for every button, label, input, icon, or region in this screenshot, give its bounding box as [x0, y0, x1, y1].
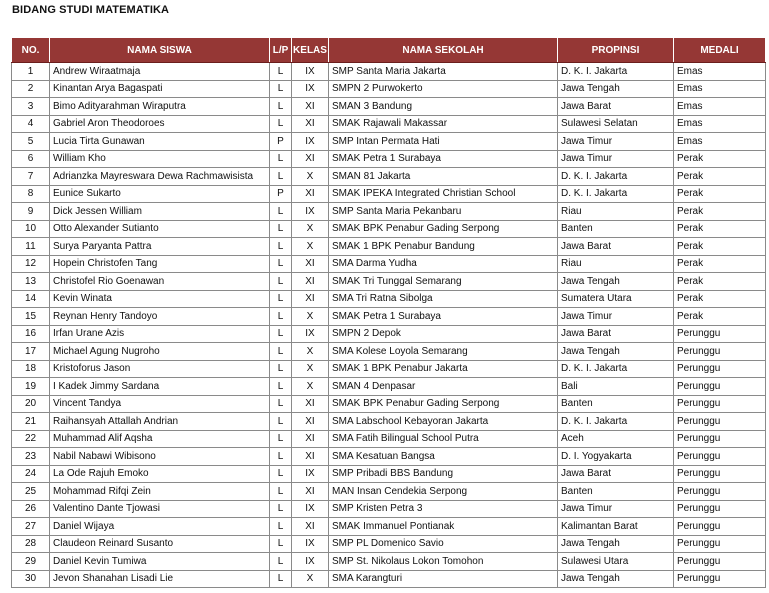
- cell-medali: Perak: [674, 273, 766, 291]
- cell-nama-siswa: Daniel Wijaya: [50, 518, 270, 536]
- cell-nama-siswa: Hopein Christofen Tang: [50, 255, 270, 273]
- cell-kelas: IX: [292, 553, 329, 571]
- cell-lp: L: [270, 553, 292, 571]
- cell-nama-sekolah: SMAK 1 BPK Penabur Jakarta: [329, 360, 558, 378]
- cell-lp: L: [270, 430, 292, 448]
- cell-nama-siswa: Lucia Tirta Gunawan: [50, 133, 270, 151]
- cell-lp: L: [270, 483, 292, 501]
- table-row: [12, 325, 766, 343]
- cell-medali: Perunggu: [674, 430, 766, 448]
- cell-nama-sekolah: SMAK Immanuel Pontianak: [329, 518, 558, 536]
- cell-nama-siswa: I Kadek Jimmy Sardana: [50, 378, 270, 396]
- table-row: [12, 343, 766, 361]
- cell-kelas: XI: [292, 150, 329, 168]
- cell-lp: L: [270, 360, 292, 378]
- cell-propinsi: Banten: [558, 220, 674, 238]
- cell-no: 13: [12, 273, 50, 291]
- cell-kelas: IX: [292, 465, 329, 483]
- cell-propinsi: Jawa Tengah: [558, 273, 674, 291]
- cell-nama-sekolah: SMP Santa Maria Pekanbaru: [329, 203, 558, 221]
- cell-nama-siswa: Christofel Rio Goenawan: [50, 273, 270, 291]
- cell-kelas: IX: [292, 63, 329, 81]
- cell-nama-siswa: Otto Alexander Sutianto: [50, 220, 270, 238]
- cell-no: 20: [12, 395, 50, 413]
- cell-medali: Perak: [674, 168, 766, 186]
- cell-medali: Perunggu: [674, 553, 766, 571]
- cell-nama-siswa: Dick Jessen William: [50, 203, 270, 221]
- cell-nama-siswa: Kevin Winata: [50, 290, 270, 308]
- table-row: [12, 395, 766, 413]
- cell-nama-siswa: Reynan Henry Tandoyo: [50, 308, 270, 326]
- cell-propinsi: Jawa Tengah: [558, 570, 674, 588]
- cell-nama-sekolah: SMAK BPK Penabur Gading Serpong: [329, 395, 558, 413]
- cell-lp: L: [270, 500, 292, 518]
- cell-no: 30: [12, 570, 50, 588]
- cell-nama-sekolah: SMAK IPEKA Integrated Christian School: [329, 185, 558, 203]
- column-header-no: NO.: [12, 38, 50, 63]
- cell-propinsi: Jawa Timur: [558, 308, 674, 326]
- cell-medali: Perunggu: [674, 570, 766, 588]
- cell-medali: Emas: [674, 133, 766, 151]
- cell-nama-siswa: Valentino Dante Tjowasi: [50, 500, 270, 518]
- cell-lp: L: [270, 413, 292, 431]
- cell-nama-siswa: Surya Paryanta Pattra: [50, 238, 270, 256]
- cell-nama-sekolah: SMAN 4 Denpasar: [329, 378, 558, 396]
- cell-lp: L: [270, 448, 292, 466]
- cell-propinsi: Jawa Barat: [558, 465, 674, 483]
- cell-nama-sekolah: SMAK Petra 1 Surabaya: [329, 308, 558, 326]
- cell-medali: Perunggu: [674, 343, 766, 361]
- cell-kelas: IX: [292, 80, 329, 98]
- cell-lp: P: [270, 185, 292, 203]
- cell-lp: L: [270, 465, 292, 483]
- cell-medali: Perunggu: [674, 395, 766, 413]
- cell-nama-sekolah: SMAK Petra 1 Surabaya: [329, 150, 558, 168]
- cell-no: 14: [12, 290, 50, 308]
- cell-propinsi: Kalimantan Barat: [558, 518, 674, 536]
- cell-kelas: XI: [292, 413, 329, 431]
- cell-kelas: XI: [292, 273, 329, 291]
- cell-kelas: XI: [292, 290, 329, 308]
- cell-medali: Perunggu: [674, 465, 766, 483]
- cell-nama-sekolah: SMA Kolese Loyola Semarang: [329, 343, 558, 361]
- cell-lp: L: [270, 80, 292, 98]
- cell-kelas: IX: [292, 325, 329, 343]
- table-row: [12, 115, 766, 133]
- cell-no: 29: [12, 553, 50, 571]
- cell-no: 7: [12, 168, 50, 186]
- cell-propinsi: Jawa Tengah: [558, 535, 674, 553]
- cell-no: 17: [12, 343, 50, 361]
- cell-lp: L: [270, 308, 292, 326]
- cell-propinsi: Sulawesi Utara: [558, 553, 674, 571]
- cell-nama-siswa: Adrianzka Mayreswara Dewa Rachmawisista: [50, 168, 270, 186]
- table-row: [12, 448, 766, 466]
- cell-no: 6: [12, 150, 50, 168]
- cell-medali: Perunggu: [674, 360, 766, 378]
- cell-medali: Perak: [674, 290, 766, 308]
- column-header-lp: L/P: [270, 38, 292, 63]
- cell-no: 26: [12, 500, 50, 518]
- cell-nama-siswa: Claudeon Reinard Susanto: [50, 535, 270, 553]
- cell-kelas: XI: [292, 518, 329, 536]
- cell-lp: P: [270, 133, 292, 151]
- page-title: BIDANG STUDI MATEMATIKA: [12, 4, 170, 16]
- cell-propinsi: Jawa Tengah: [558, 80, 674, 98]
- table-row: [12, 500, 766, 518]
- cell-medali: Emas: [674, 98, 766, 116]
- cell-propinsi: Riau: [558, 203, 674, 221]
- cell-kelas: X: [292, 360, 329, 378]
- cell-no: 16: [12, 325, 50, 343]
- cell-medali: Perunggu: [674, 535, 766, 553]
- cell-nama-siswa: Eunice Sukarto: [50, 185, 270, 203]
- cell-propinsi: D. K. I. Jakarta: [558, 168, 674, 186]
- cell-nama-sekolah: SMAK Tri Tunggal Semarang: [329, 273, 558, 291]
- cell-nama-sekolah: SMA Tri Ratna Sibolga: [329, 290, 558, 308]
- table-row: [12, 290, 766, 308]
- cell-no: 12: [12, 255, 50, 273]
- table-row: [12, 238, 766, 256]
- cell-nama-sekolah: SMPN 2 Purwokerto: [329, 80, 558, 98]
- cell-propinsi: Sumatera Utara: [558, 290, 674, 308]
- cell-kelas: XI: [292, 448, 329, 466]
- cell-kelas: IX: [292, 133, 329, 151]
- cell-propinsi: Sulawesi Selatan: [558, 115, 674, 133]
- table-row: [12, 203, 766, 221]
- table-row: [12, 483, 766, 501]
- cell-nama-siswa: Muhammad Alif Aqsha: [50, 430, 270, 448]
- cell-nama-sekolah: SMAK BPK Penabur Gading Serpong: [329, 220, 558, 238]
- table-row: [12, 413, 766, 431]
- cell-kelas: X: [292, 238, 329, 256]
- cell-kelas: XI: [292, 395, 329, 413]
- cell-medali: Perak: [674, 238, 766, 256]
- column-header-kelas: KELAS: [292, 38, 329, 63]
- table-row: [12, 133, 766, 151]
- table-row: [12, 220, 766, 238]
- cell-propinsi: Jawa Barat: [558, 325, 674, 343]
- column-header-propinsi: PROPINSI: [558, 38, 674, 63]
- cell-propinsi: Jawa Barat: [558, 98, 674, 116]
- cell-no: 4: [12, 115, 50, 133]
- cell-no: 28: [12, 535, 50, 553]
- cell-no: 21: [12, 413, 50, 431]
- cell-nama-sekolah: SMAK 1 BPK Penabur Bandung: [329, 238, 558, 256]
- table-row: [12, 80, 766, 98]
- table-row: [12, 273, 766, 291]
- cell-propinsi: Riau: [558, 255, 674, 273]
- cell-nama-siswa: Bimo Adityarahman Wiraputra: [50, 98, 270, 116]
- table-row: [12, 465, 766, 483]
- cell-nama-sekolah: SMP PL Domenico Savio: [329, 535, 558, 553]
- cell-nama-siswa: Kinantan Arya Bagaspati: [50, 80, 270, 98]
- cell-medali: Perak: [674, 255, 766, 273]
- table-row: [12, 63, 766, 81]
- cell-nama-siswa: Jevon Shanahan Lisadi Lie: [50, 570, 270, 588]
- cell-no: 25: [12, 483, 50, 501]
- cell-lp: L: [270, 378, 292, 396]
- cell-nama-sekolah: SMP Intan Permata Hati: [329, 133, 558, 151]
- cell-kelas: XI: [292, 430, 329, 448]
- cell-kelas: IX: [292, 203, 329, 221]
- cell-propinsi: Banten: [558, 395, 674, 413]
- cell-nama-siswa: Kristoforus Jason: [50, 360, 270, 378]
- cell-nama-sekolah: SMA Karangturi: [329, 570, 558, 588]
- cell-no: 27: [12, 518, 50, 536]
- column-header-nama-sekolah: NAMA SEKOLAH: [329, 38, 558, 63]
- cell-nama-sekolah: SMP Pribadi BBS Bandung: [329, 465, 558, 483]
- table-row: [12, 360, 766, 378]
- column-header-medali: MEDALI: [674, 38, 766, 63]
- table-header-row: [12, 38, 766, 63]
- cell-medali: Perak: [674, 308, 766, 326]
- cell-lp: L: [270, 150, 292, 168]
- cell-lp: L: [270, 220, 292, 238]
- table-row: [12, 518, 766, 536]
- cell-medali: Perak: [674, 203, 766, 221]
- table-row: [12, 535, 766, 553]
- cell-no: 23: [12, 448, 50, 466]
- cell-nama-siswa: Michael Agung Nugroho: [50, 343, 270, 361]
- cell-kelas: IX: [292, 500, 329, 518]
- cell-kelas: XI: [292, 483, 329, 501]
- cell-propinsi: Jawa Timur: [558, 150, 674, 168]
- cell-kelas: X: [292, 168, 329, 186]
- cell-propinsi: D. I. Yogyakarta: [558, 448, 674, 466]
- table-row: [12, 430, 766, 448]
- cell-nama-siswa: Daniel Kevin Tumiwa: [50, 553, 270, 571]
- cell-propinsi: D. K. I. Jakarta: [558, 63, 674, 81]
- cell-propinsi: D. K. I. Jakarta: [558, 413, 674, 431]
- cell-no: 11: [12, 238, 50, 256]
- cell-lp: L: [270, 325, 292, 343]
- column-header-nama-siswa: NAMA SISWA: [50, 38, 270, 63]
- cell-nama-sekolah: SMP Santa Maria Jakarta: [329, 63, 558, 81]
- cell-propinsi: Banten: [558, 483, 674, 501]
- cell-propinsi: Jawa Tengah: [558, 343, 674, 361]
- cell-lp: L: [270, 63, 292, 81]
- cell-nama-sekolah: SMA Kesatuan Bangsa: [329, 448, 558, 466]
- cell-nama-siswa: Irfan Urane Azis: [50, 325, 270, 343]
- cell-medali: Perunggu: [674, 483, 766, 501]
- cell-propinsi: D. K. I. Jakarta: [558, 185, 674, 203]
- cell-kelas: X: [292, 220, 329, 238]
- table-row: [12, 185, 766, 203]
- cell-medali: Perunggu: [674, 500, 766, 518]
- cell-nama-sekolah: SMP St. Nikolaus Lokon Tomohon: [329, 553, 558, 571]
- cell-nama-siswa: Nabil Nabawi Wibisono: [50, 448, 270, 466]
- table-row: [12, 570, 766, 588]
- cell-nama-sekolah: MAN Insan Cendekia Serpong: [329, 483, 558, 501]
- cell-no: 15: [12, 308, 50, 326]
- cell-medali: Emas: [674, 80, 766, 98]
- cell-nama-sekolah: SMA Darma Yudha: [329, 255, 558, 273]
- cell-lp: L: [270, 535, 292, 553]
- cell-no: 22: [12, 430, 50, 448]
- cell-no: 1: [12, 63, 50, 81]
- cell-kelas: XI: [292, 98, 329, 116]
- cell-medali: Emas: [674, 115, 766, 133]
- cell-lp: L: [270, 343, 292, 361]
- cell-propinsi: Bali: [558, 378, 674, 396]
- cell-lp: L: [270, 255, 292, 273]
- cell-nama-siswa: La Ode Rajuh Emoko: [50, 465, 270, 483]
- cell-lp: L: [270, 273, 292, 291]
- cell-kelas: X: [292, 378, 329, 396]
- cell-medali: Perak: [674, 150, 766, 168]
- cell-propinsi: Jawa Barat: [558, 238, 674, 256]
- cell-lp: L: [270, 203, 292, 221]
- cell-no: 3: [12, 98, 50, 116]
- table-row: [12, 168, 766, 186]
- cell-lp: L: [270, 115, 292, 133]
- table-row: [12, 553, 766, 571]
- cell-lp: L: [270, 238, 292, 256]
- cell-medali: Perunggu: [674, 325, 766, 343]
- cell-no: 2: [12, 80, 50, 98]
- cell-kelas: XI: [292, 255, 329, 273]
- table-row: [12, 150, 766, 168]
- cell-medali: Perak: [674, 185, 766, 203]
- results-table: [11, 37, 766, 588]
- cell-medali: Perak: [674, 220, 766, 238]
- cell-propinsi: Aceh: [558, 430, 674, 448]
- cell-nama-siswa: William Kho: [50, 150, 270, 168]
- cell-nama-siswa: Vincent Tandya: [50, 395, 270, 413]
- cell-no: 18: [12, 360, 50, 378]
- table-row: [12, 98, 766, 116]
- table-row: [12, 308, 766, 326]
- cell-kelas: X: [292, 570, 329, 588]
- cell-nama-sekolah: SMAN 81 Jakarta: [329, 168, 558, 186]
- cell-no: 19: [12, 378, 50, 396]
- cell-lp: L: [270, 98, 292, 116]
- cell-no: 5: [12, 133, 50, 151]
- cell-kelas: XI: [292, 185, 329, 203]
- cell-lp: L: [270, 518, 292, 536]
- cell-medali: Perunggu: [674, 448, 766, 466]
- cell-no: 9: [12, 203, 50, 221]
- cell-medali: Perunggu: [674, 413, 766, 431]
- cell-lp: L: [270, 395, 292, 413]
- cell-nama-siswa: Raihansyah Attallah Andrian: [50, 413, 270, 431]
- cell-nama-siswa: Andrew Wiraatmaja: [50, 63, 270, 81]
- cell-lp: L: [270, 570, 292, 588]
- cell-nama-sekolah: SMPN 2 Depok: [329, 325, 558, 343]
- cell-kelas: IX: [292, 535, 329, 553]
- cell-nama-sekolah: SMAN 3 Bandung: [329, 98, 558, 116]
- cell-kelas: X: [292, 343, 329, 361]
- cell-medali: Emas: [674, 63, 766, 81]
- cell-propinsi: Jawa Timur: [558, 500, 674, 518]
- cell-kelas: XI: [292, 115, 329, 133]
- cell-kelas: X: [292, 308, 329, 326]
- table-row: [12, 255, 766, 273]
- cell-nama-siswa: Gabriel Aron Theodoroes: [50, 115, 270, 133]
- cell-medali: Perunggu: [674, 518, 766, 536]
- table-body: [12, 63, 766, 588]
- table-row: [12, 378, 766, 396]
- cell-propinsi: Jawa Timur: [558, 133, 674, 151]
- cell-no: 8: [12, 185, 50, 203]
- cell-nama-siswa: Mohammad Rifqi Zein: [50, 483, 270, 501]
- cell-nama-sekolah: SMP Kristen Petra 3: [329, 500, 558, 518]
- cell-nama-sekolah: SMA Fatih Bilingual School Putra: [329, 430, 558, 448]
- cell-propinsi: D. K. I. Jakarta: [558, 360, 674, 378]
- cell-lp: L: [270, 290, 292, 308]
- cell-medali: Perunggu: [674, 378, 766, 396]
- cell-lp: L: [270, 168, 292, 186]
- cell-nama-sekolah: SMA Labschool Kebayoran Jakarta: [329, 413, 558, 431]
- cell-nama-sekolah: SMAK Rajawali Makassar: [329, 115, 558, 133]
- cell-no: 10: [12, 220, 50, 238]
- cell-no: 24: [12, 465, 50, 483]
